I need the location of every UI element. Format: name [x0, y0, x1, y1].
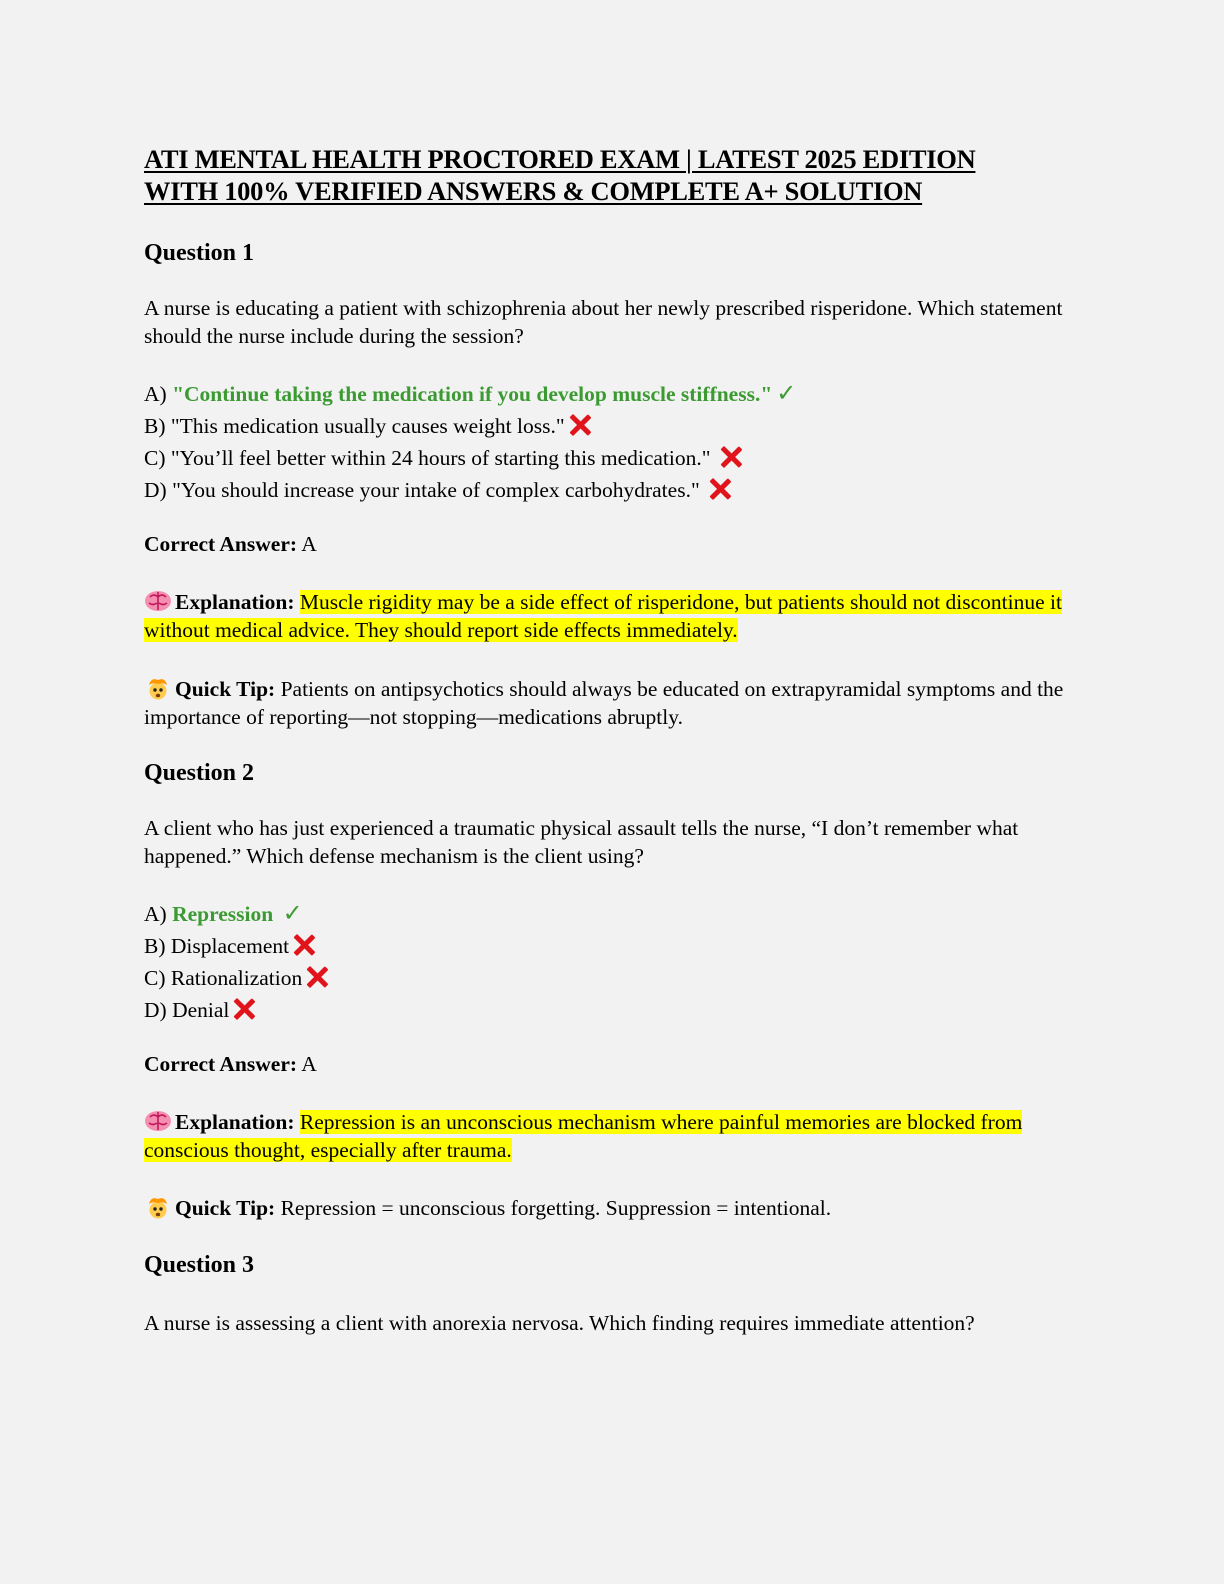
option-d: D) Denial [144, 994, 1084, 1026]
question-3-heading: Question 3 [144, 1252, 255, 1278]
explanation: Explanation: Repression is an unconscious mechanism where painful memories are blocked from conscious thought, especially after trauma. [144, 1110, 1023, 1162]
check-icon: ✓ [776, 379, 797, 407]
cross-icon [293, 934, 315, 956]
explanation: Explanation: Muscle rigidity may be a side effect of risperidone, but patients should not discontinue it without medical advice. They should report side effects immediately. [144, 590, 1062, 642]
exploding-head-icon [144, 676, 172, 700]
exploding-head-icon [144, 1195, 172, 1219]
check-icon: ✓ [282, 899, 303, 927]
cross-icon [720, 446, 742, 468]
question-1-heading: Question 1 [144, 240, 255, 266]
option-c: C) Rationalization [144, 962, 1084, 994]
brain-icon [144, 589, 172, 613]
option-a: A) "Continue taking the medication if you develop muscle stiffness." ✓ [144, 379, 797, 407]
option-a: A) Repression ✓ [144, 899, 303, 927]
correct-answer: Correct Answer: A [144, 532, 317, 556]
quick-tip: Quick Tip: Patients on antipsychotics should always be educated on extrapyramidal symptoms and the importance of reporting—not stopping—medications abruptly. [144, 677, 1064, 729]
document-page [144, 143, 1084, 1337]
option-c: C) "You’ll feel better within 24 hours of starting this medication." [144, 442, 1084, 474]
correct-answer: Correct Answer: A [144, 1052, 317, 1076]
question-2-stem: A client who has just experienced a traumatic physical assault tells the nurse, “I don’t remember what happened.” Which defense mechanism is the client using? [144, 816, 1019, 868]
question-3-stem: A nurse is assessing a client with anorexia nervosa. Which finding requires immediate attention? [144, 1311, 975, 1335]
cross-icon [709, 478, 731, 500]
question-2-options [144, 897, 1084, 1026]
cross-icon [306, 966, 328, 988]
document-title: ATI MENTAL HEALTH PROCTORED EXAM | LATEST 2025 EDITION WITH 100% VERIFIED ANSWERS & COMPLETE A+ SOLUTION [144, 144, 976, 206]
quick-tip: Quick Tip: Repression = unconscious forgetting. Suppression = intentional. [144, 1194, 1084, 1222]
question-1-options [144, 377, 1084, 506]
cross-icon [233, 998, 255, 1020]
option-d: D) "You should increase your intake of complex carbohydrates." [144, 474, 1084, 506]
question-2-heading: Question 2 [144, 760, 255, 786]
question-1-stem: A nurse is educating a patient with schizophrenia about her newly prescribed risperidone. Which statement should the nurse include during the session? [144, 296, 1063, 348]
option-b: B) Displacement [144, 930, 1084, 962]
brain-icon [144, 1109, 172, 1133]
cross-icon [569, 414, 591, 436]
option-b: B) "This medication usually causes weight loss." [144, 410, 1084, 442]
